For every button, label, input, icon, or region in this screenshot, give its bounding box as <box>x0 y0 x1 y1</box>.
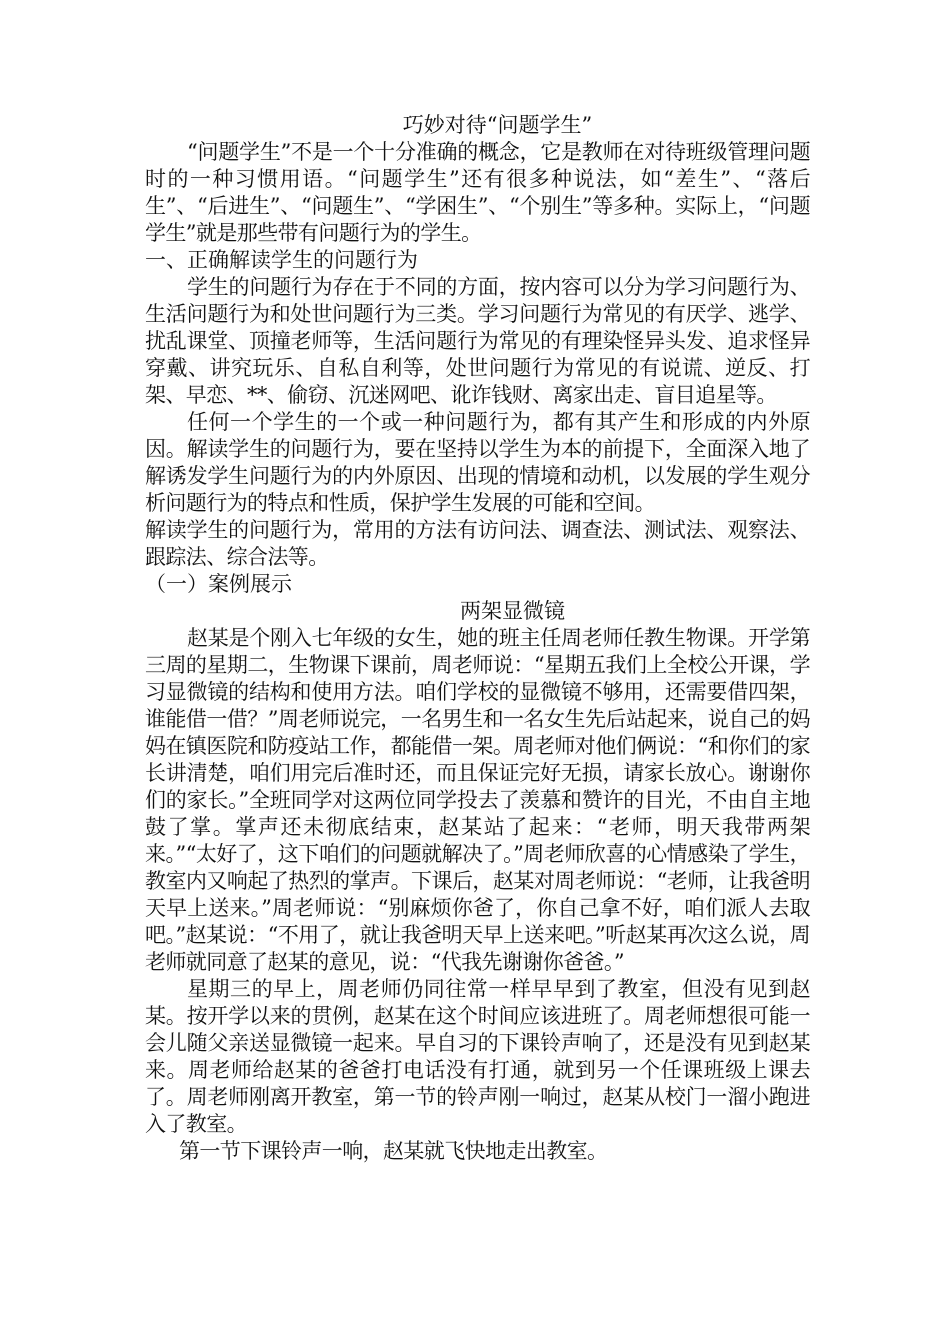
case-paragraph-1: 赵某是个刚入七年级的女生，她的班主任周老师任教生物课。开学第三周的星期二，生物课下课前，周老师说：“星期五我们上全校公开课，学习显微镜的结构和使用方法。咱们学校的显微镜不够用，还需要借四架，谁能借一借？”周老师说完，一名男生和一名女生先后站起来，说自己的妈妈在镇医院和防疫站工作，都能借一架。周老师对他们俩说：“和你们的家长讲清楚，咱们用完后准时还，而且保证完好无损，请家长放心。谢谢你们的家长。”全班同学对这两位同学投去了羡慕和赞许的目光，不由自主地鼓了掌。掌声还未彻底结束，赵某站了起来：“老师，明天我带两架来。”“太好了，这下咱们的问题就解决了。”周老师欣喜的心情感染了学生，教室内又响起了热烈的掌声。下课后，赵某对周老师说：“老师，让我爸明天早上送来。”周老师说：“别麻烦你爸了，你自己拿不好，咱们派人去取吧。”赵某说：“不用了，就让我爸明天早上送来吧。”听赵某再次这么说，周老师就同意了赵某的意见，说：“代我先谢谢你爸爸。” <box>145 626 810 974</box>
document-page <box>145 112 810 1165</box>
case-paragraph-3: 第一节下课铃声一响，赵某就飞快地走出教室。 <box>179 1139 608 1163</box>
document-title: 巧妙对待“问题学生” <box>402 113 593 137</box>
section-heading: 一、正确解读学生的问题行为 <box>145 248 418 272</box>
section-paragraph-3: 解读学生的问题行为，常用的方法有访问法、调查法、测试法、观察法、跟踪法、综合法等。 <box>145 518 810 569</box>
case-title: 两架显微镜 <box>460 599 565 623</box>
case-heading: （一）案例展示 <box>145 572 292 596</box>
case-paragraph-2: 星期三的早上，周老师仍同往常一样早早到了教室，但没有见到赵某。按开学以来的贯例，赵某在这个时间应该进班了。周老师想很可能一会儿随父亲送显微镜一起来。早自习的下课铃声响了，还是没有见到赵某来。周老师给赵某的爸爸打电话没有打通，就到另一个任课班级上课去了。周老师刚离开教室，第一节的铃声刚一响过，赵某从校门一溜小跑进入了教室。 <box>145 977 810 1136</box>
intro-paragraph: “问题学生”不是一个十分准确的概念，它是教师在对待班级管理问题时的一种习惯用语。“问题学生”还有很多种说法，如“差生”、“落后生”、“后进生”、“问题生”、“学困生”、“个别生”等多种。实际上，“问题学生”就是那些带有问题行为的学生。 <box>145 140 810 245</box>
section-paragraph-1: 学生的问题行为存在于不同的方面，按内容可以分为学习问题行为、生活问题行为和处世问题行为三类。学习问题行为常见的有厌学、逃学、扰乱课堂、顶撞老师等，生活问题行为常见的有理染怪异头发、追求怪异穿戴、讲究玩乐、自私自利等，处世问题行为常见的有说谎、逆反、打架、早恋、**、偷窃、沉迷网吧、讹诈钱财、离家出走、盲目追星等。 <box>145 275 810 407</box>
section-paragraph-2: 任何一个学生的一个或一种问题行为，都有其产生和形成的内外原因。解读学生的问题行为，要在坚持以学生为本的前提下，全面深入地了解诱发学生问题行为的内外原因、出现的情境和动机，以发展的学生观分析问题行为的特点和性质，保护学生发展的可能和空间。 <box>145 410 810 515</box>
